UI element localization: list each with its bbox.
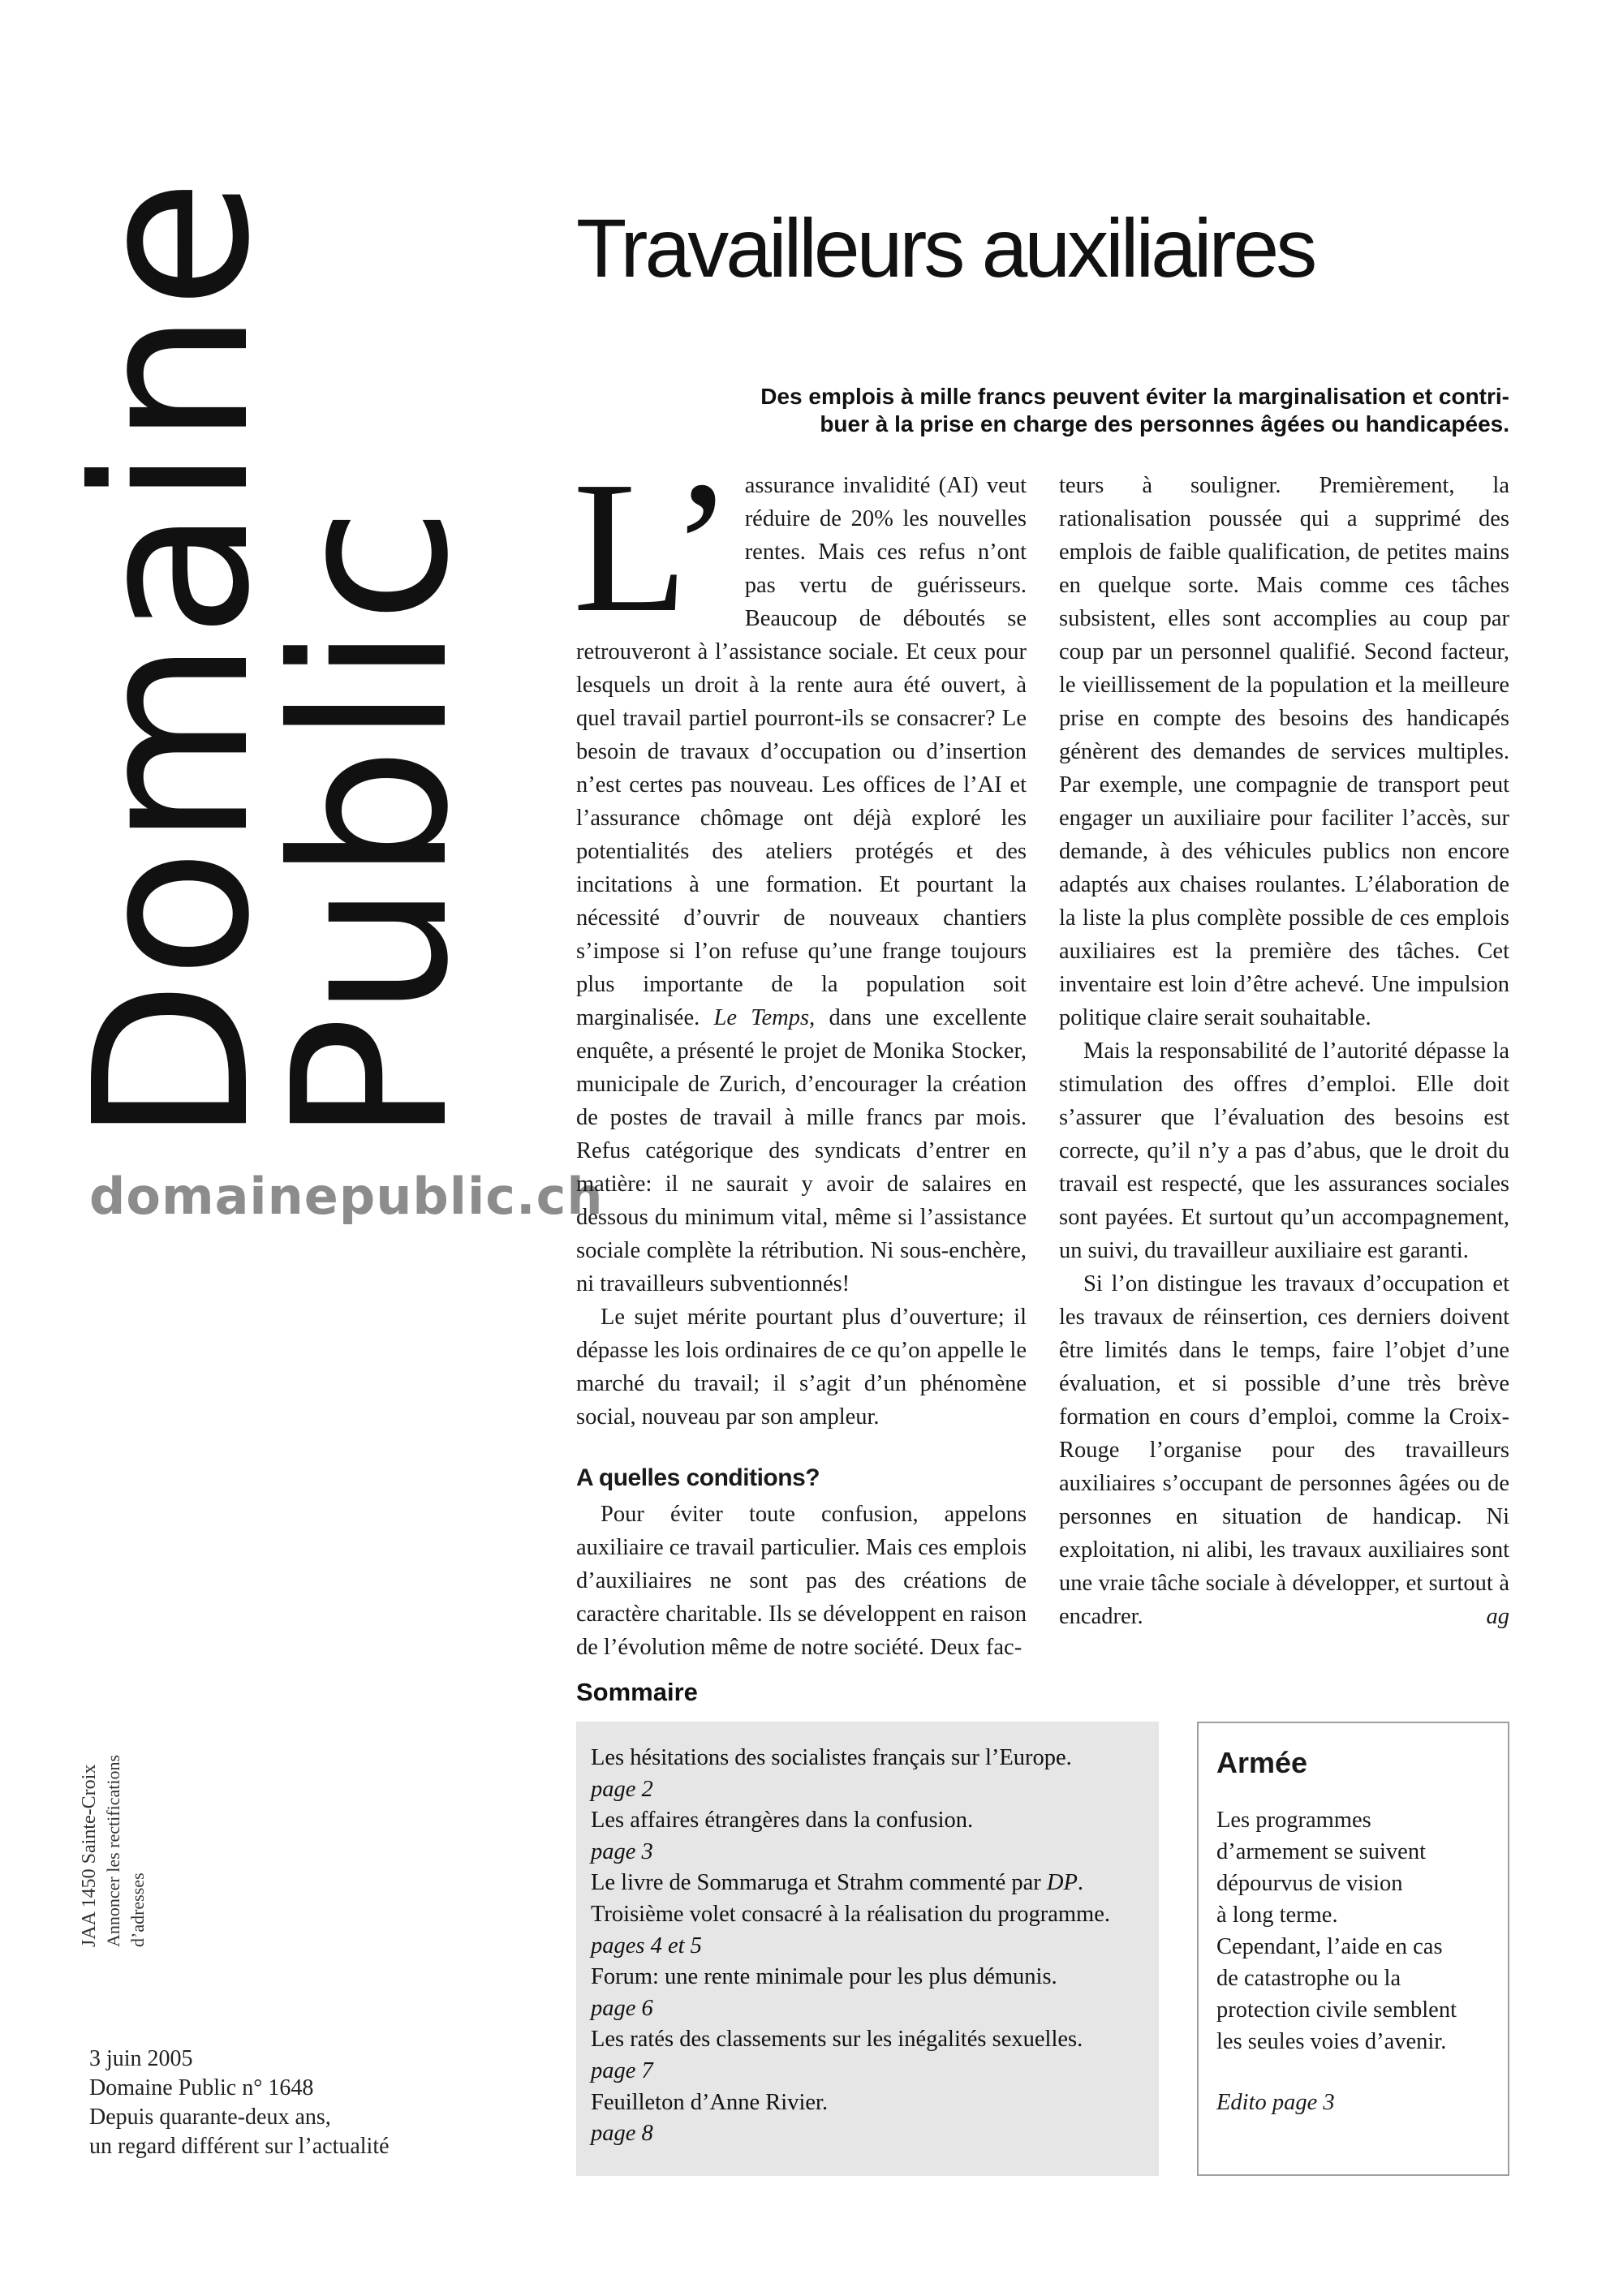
issue-tagline-2: un regard différent sur l’actualité bbox=[89, 2134, 390, 2159]
paragraph-text: Si l’on distingue les travaux d’occupation et les travaux de réinsertion, ces derniers doivent être limités dans le temps, faire l’objet d’une évaluation, et si possible d’une très brève formation en cours d’emploi, comme la Croix-Rouge l’organise pour des travailleurs auxiliaires s’occupant de personnes âgées ou de personnes en situation de handicap. Ni exploitation, ni alibi, les travaux auxiliaires sont une vraie tâche sociale à développer, et surtout à encadrer. bbox=[1059, 1271, 1509, 1629]
paragraph-text: , dans une excellente enquête, a présenté le projet de Monika Stocker, municipale de Zurich, d’encourager la création de postes de travail à mille francs par mois. Refus catégorique des syndicats d’entrer en matière: il ne saurait y avoir de salaires en dessous du minimum vital, même si l’assistance sociale complète la rétribution. Ni sous-enchère, ni travailleurs subventionnés! bbox=[576, 1005, 1027, 1296]
sommaire-item-page: page 3 bbox=[591, 1838, 653, 1864]
teaser-line: protection civile semblent bbox=[1216, 1997, 1457, 2023]
mailing-info bbox=[77, 1671, 353, 1947]
drop-cap: L’ bbox=[573, 443, 734, 651]
issue-date: 3 juin 2005 bbox=[89, 2046, 193, 2071]
sommaire-item-title-text: Le livre de Sommaruga et Strahm commenté par bbox=[591, 1870, 1047, 1896]
article-column-left bbox=[573, 443, 1027, 1664]
sommaire-heading: Sommaire bbox=[576, 1678, 698, 1706]
teaser-line: Les programmes bbox=[1216, 1808, 1371, 1833]
editorial-teaser-title: Armée bbox=[1216, 1746, 1308, 1779]
sommaire-item-title: Forum: une rente minimale pour les plus démunis. bbox=[591, 1964, 1057, 1990]
editorial-teaser-box[interactable] bbox=[1197, 1722, 1509, 2176]
article-paragraph bbox=[1059, 1267, 1509, 1633]
mailing-line-2: Annoncer les rectifications bbox=[103, 1754, 123, 1947]
teaser-line: à long terme. bbox=[1216, 1903, 1338, 1928]
article-paragraph: Le sujet mérite pourtant plus d’ouverture; il dépasse les lois ordinaires de ce qu’on appelle le marché du travail; il s’agit d’un phénomène social, nouveau par son ampleur. bbox=[576, 1305, 1027, 1430]
article-lead bbox=[576, 383, 1509, 438]
issue-number: Domaine Public n° 1648 bbox=[89, 2075, 314, 2100]
mailing-line-3: d’adresses bbox=[127, 1872, 148, 1947]
teaser-line: les seules voies d’avenir. bbox=[1216, 2029, 1447, 2054]
masthead-line-1: Domaine bbox=[49, 177, 296, 1144]
sommaire-item-page: page 6 bbox=[591, 1995, 653, 2021]
sommaire-item-title: Feuilleton d’Anne Rivier. bbox=[591, 2089, 829, 2115]
article-column-right bbox=[1059, 469, 1509, 1633]
publication-abbrev: DP bbox=[1046, 1870, 1078, 1896]
sommaire-item-page: page 2 bbox=[591, 1776, 653, 1802]
editorial-teaser-text bbox=[1216, 1804, 1490, 2057]
article-subheading: A quelles conditions? bbox=[576, 1464, 820, 1491]
article-paragraph: teurs à souligner. Premièrement, la rationalisation poussée qui a supprimé des emplois de faible qualification, de petites mains en quelque sorte. Mais comme ces tâches subsistent, elles sont accomplies au coup par coup par un personnel qualifié. Second facteur, le vieillissement de la population et la meilleure prise en compte des besoins des handicapés génèrent des demandes de services multiples. Par exemple, une compagnie de transport peut engager un auxiliaire pour faciliter l’accès, sur demande, à des véhicules publics non encore adaptés aux chaises roulantes. L’élaboration de la liste la plus complète possible de ces emplois auxiliaires est la première des tâches. Cet inventaire est loin d’être achevé. Une impulsion politique claire serait souhaitable. bbox=[1059, 473, 1509, 1030]
author-signature: ag bbox=[1486, 1604, 1509, 1629]
sommaire-item[interactable] bbox=[591, 1743, 1144, 1805]
sommaire-item[interactable] bbox=[591, 2024, 1144, 2087]
sommaire-item-title: Les affaires étrangères dans la confusion. bbox=[591, 1808, 974, 1834]
teaser-line: Cependant, l’aide en cas bbox=[1216, 1934, 1443, 1959]
article-paragraph: Pour éviter toute confusion, appelons auxiliaire ce travail particulier. Mais ces emplois d’auxiliaires ne sont pas des créations de caractère charitable. Ils se développent en raison de l’évolution même de notre société. Deux fac- bbox=[576, 1502, 1027, 1660]
teaser-line: dépourvus de vision bbox=[1216, 1871, 1403, 1896]
sommaire-item-subtitle: Troisième volet consacré à la réalisation du programme. bbox=[591, 1901, 1110, 1927]
lead-line-2: buer à la prise en charge des personnes âgées ou handicapées. bbox=[820, 411, 1509, 436]
article-title: Travailleurs auxiliaires bbox=[576, 202, 1315, 295]
sommaire-item-title: Les ratés des classements sur les inégalités sexuelles. bbox=[591, 2027, 1083, 2053]
issue-info bbox=[89, 2044, 390, 2161]
masthead-line-2: Public bbox=[248, 505, 495, 1144]
sommaire-item-title bbox=[591, 1868, 1144, 1899]
teaser-line: d’armement se suivent bbox=[1216, 1839, 1427, 1864]
sommaire-box bbox=[576, 1722, 1159, 2176]
teaser-line: de catastrophe ou la bbox=[1216, 1966, 1401, 1991]
article-paragraph: Mais la responsabilité de l’autorité dépasse la stimulation des offres d’emploi. Elle doit s’assurer que l’évaluation des besoins est correcte, qu’il n’y a pas d’abus, que le droit du travail est respecté, que les assurances sociales sont payées. Et surtout qu’un accompagnement, un suivi, du travailleur auxiliaire est garanti. bbox=[1059, 1038, 1509, 1263]
sommaire-item[interactable] bbox=[591, 1805, 1144, 1868]
paragraph-text: assurance invalidité (AI) veut réduire de 20% les nouvelles rentes. Mais ces refus n’ont pas vertu de guérisseurs. Beaucoup de déboutés se retrouveront à l’assistance sociale. Et ceux pour lesquels un droit à la rente aura été ouvert, à quel travail partiel pourront-ils se consacrer? Le besoin de travaux d’occupation ou d’insertion n’est certes pas nouveau. Les offices de l’AI et l’assurance chômage ont déjà exploré les potentialités des ateliers protégés et des incitations à une formation. Et pourtant la nécessité d’ouvrir de nouveaux chantiers s’impose si l’on refuse qu’une frange toujours plus importante de la population soit marginalisée. bbox=[576, 473, 1027, 1030]
mailing-line-1: JAA 1450 Sainte-Croix bbox=[79, 1764, 100, 1947]
article-paragraph bbox=[573, 443, 1027, 1301]
lead-line-1: Des emplois à mille francs peuvent éviter la marginalisation et contri- bbox=[760, 384, 1509, 409]
sommaire-item-page: pages 4 et 5 bbox=[591, 1933, 702, 1958]
sommaire-item[interactable] bbox=[591, 1962, 1144, 2024]
website-url: domainepublic.ch bbox=[89, 1167, 604, 1226]
editorial-page-ref: Edito page 3 bbox=[1216, 2090, 1335, 2115]
sommaire-item[interactable] bbox=[591, 1868, 1144, 1962]
sommaire-item-page: page 8 bbox=[591, 2121, 653, 2147]
article-body bbox=[573, 443, 1509, 1660]
sommaire-item-page: page 7 bbox=[591, 2057, 653, 2083]
masthead bbox=[49, 89, 527, 1144]
publication-name: Le Temps bbox=[713, 1005, 810, 1030]
issue-tagline-1: Depuis quarante-deux ans, bbox=[89, 2105, 331, 2130]
masthead-title bbox=[49, 89, 527, 1144]
sommaire-item-title: Les hésitations des socialistes français sur l’Europe. bbox=[591, 1745, 1072, 1770]
sommaire-item[interactable] bbox=[591, 2087, 1144, 2150]
sommaire-item-title-punct: . bbox=[1077, 1870, 1084, 1896]
